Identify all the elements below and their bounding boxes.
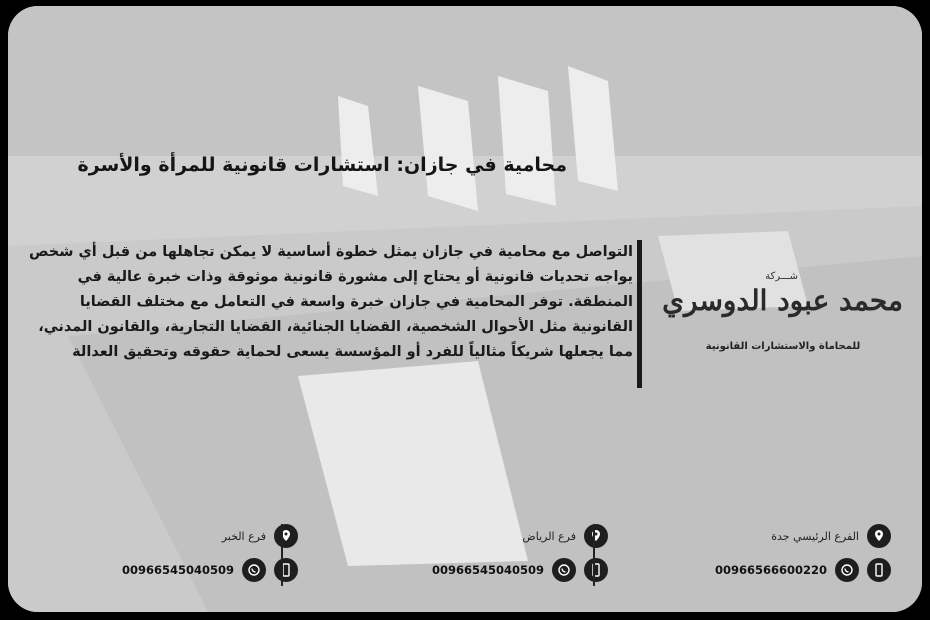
branch-khobar [98, 524, 298, 586]
location-pin-icon [274, 524, 298, 548]
branch-divider [281, 524, 283, 586]
mobile-phone-icon [584, 558, 608, 582]
logo-name: محمد عبود الدوسري [662, 284, 903, 317]
whatsapp-icon[interactable] [835, 558, 859, 582]
branch-divider [593, 524, 595, 586]
logo-subtitle: للمحاماة والاستشارات القانونية [705, 341, 861, 352]
branch-label: فرع الخبر [221, 529, 266, 543]
mobile-phone-icon [867, 558, 891, 582]
mobile-phone-icon [274, 558, 298, 582]
location-pin-icon [584, 524, 608, 548]
branch-phone[interactable]: 00966545040509 [431, 563, 544, 577]
logo-company-word: شـــركة [765, 271, 798, 282]
page-title: محامية في جازان: استشارات قانونية للمرأة والأسرة [77, 154, 567, 176]
company-logo [663, 271, 903, 361]
accent-bar [637, 240, 642, 388]
flyer-card [8, 6, 922, 612]
location-pin-icon [867, 524, 891, 548]
branch-phone[interactable]: 00966566600220 [714, 563, 827, 577]
branch-label: الفرع الرئيسي جدة [771, 529, 859, 543]
branch-jeddah [691, 524, 891, 586]
branch-phone[interactable]: 00966545040509 [121, 563, 234, 577]
branch-riyadh [408, 524, 608, 586]
body-paragraph: التواصل مع محامية في جازان يمثل خطوة أساسية لا يمكن تجاهلها من قبل أي شخص يواجه تحديات قانونية أو يحتاج إلى مشورة قانونية موثوقة وذات خبرة عالية في المنطقة. توفر المحامية في جازان خبرة واسعة في التعامل مع مختلف القضايا القانونية مثل الأحوال الشخصية، القضايا الجنائية، القضايا التجارية، والقانون المدني، مما يجعلها شريكاً مثالياً للفرد أو المؤسسة يسعى لحماية حقوقه وتحقيق العدالة [28, 244, 633, 360]
whatsapp-icon[interactable] [242, 558, 266, 582]
branch-label: فرع الرياض [522, 529, 576, 543]
whatsapp-icon[interactable] [552, 558, 576, 582]
